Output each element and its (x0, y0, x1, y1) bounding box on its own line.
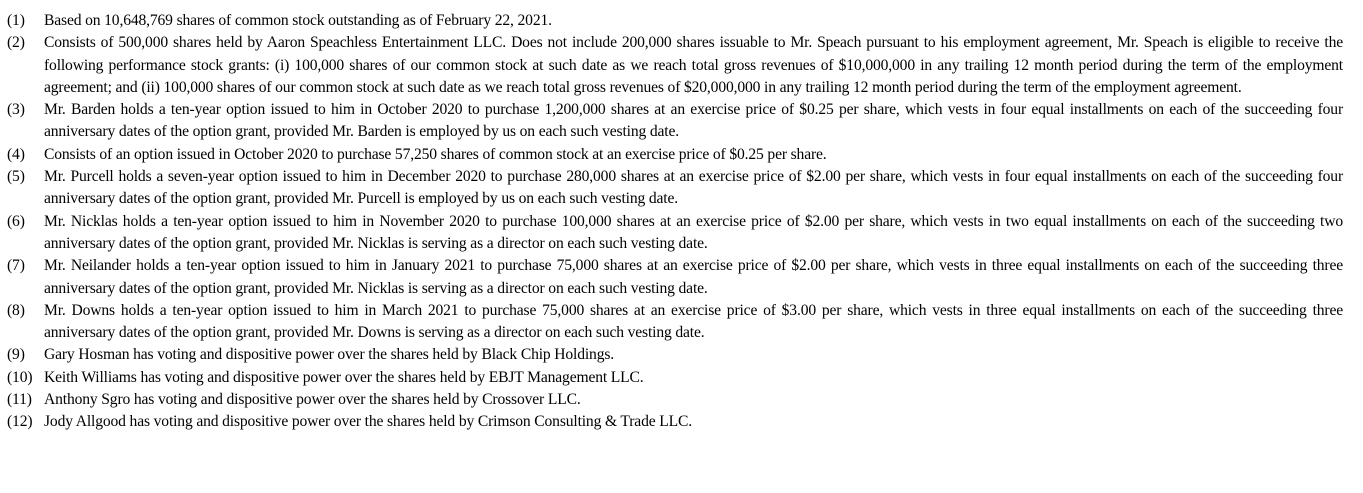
footnote-12 (7, 411, 1343, 433)
footnote-number: (6) (7, 212, 25, 230)
footnote-text: Mr. Downs holds a ten-year option issued to him in March 2021 to purchase 75,000 shares at an exercise price of $3.00 per share, which vests in three equal installments on each of the succeeding three anniversary dates of the option grant, provided Mr. Downs is serving as a director on each such vesting date. (44, 301, 1343, 342)
footnote-text: Gary Hosman has voting and dispositive power over the shares held by Black Chip Holdings. (44, 346, 615, 364)
footnote-text: Based on 10,648,769 shares of common stock outstanding as of February 22, 2021. (44, 12, 552, 29)
footnote-number: (3) (7, 101, 25, 119)
footnote-text: Jody Allgood has voting and dispositive power over the shares held by Crimson Consulting & Trade LLC. (44, 413, 692, 431)
footnote-number: (10) (7, 368, 33, 386)
footnote-5 (7, 166, 1343, 211)
footnote-10 (7, 367, 1343, 389)
footnote-number: (9) (7, 346, 25, 364)
footnote-number: (11) (7, 391, 32, 409)
footnote-number: (2) (7, 34, 25, 52)
footnote-number: (5) (7, 168, 25, 186)
footnote-number: (4) (7, 145, 25, 163)
footnote-6 (7, 211, 1343, 256)
footnote-number: (7) (7, 257, 25, 275)
footnote-3 (7, 99, 1343, 144)
footnote-text: Consists of 500,000 shares held by Aaron Speachless Entertainment LLC. Does not include 200,000 shares issuable to Mr. Speach pursuant to his employment agreement, Mr. Speach is eligible to receive the following performance stock grants: (i) 100,000 shares of our common stock at such date as we reach total gross revenues of $10,000,000 in any trailing 12 month period during the term of the employment agreement; and (ii) 100,000 shares of our common stock at such date as we reach total gross revenues of $20,000,000 in any trailing 12 month period during the term of the employment agreement. (44, 34, 1343, 96)
footnote-2 (7, 32, 1343, 99)
footnote-7 (7, 255, 1343, 300)
footnote-number: (12) (7, 413, 33, 431)
footnote-9 (7, 344, 1343, 366)
footnotes-list (7, 10, 1343, 434)
footnote-number: (8) (7, 301, 25, 319)
footnote-8 (7, 300, 1343, 345)
footnote-text: Consists of an option issued in October 2020 to purchase 57,250 shares of common stock at an exercise price of $0.25 per share. (44, 145, 827, 163)
footnote-text: Mr. Nicklas holds a ten-year option issued to him in November 2020 to purchase 100,000 shares at an exercise price of $2.00 per share, which vests in two equal installments on each of the succeeding two anniversary dates of the option grant, provided Mr. Nicklas is serving as a director on each such vesting date. (44, 212, 1343, 252)
footnote-1 (7, 10, 1343, 32)
footnote-text: Mr. Barden holds a ten-year option issued to him in October 2020 to purchase 1,200,000 shares at an exercise price of $0.25 per share, which vests in four equal installments on each of the succeeding four anniversary dates of the option grant, provided Mr. Barden is employed by us on each such vesting date. (44, 101, 1343, 141)
footnote-text: Keith Williams has voting and dispositive power over the shares held by EBJT Management LLC. (44, 368, 644, 386)
footnote-text: Mr. Neilander holds a ten-year option issued to him in January 2021 to purchase 75,000 shares at an exercise price of $2.00 per share, which vests in three equal installments on each of the succeeding three anniversary dates of the option grant, provided Mr. Nicklas is serving as a director on each such vesting date. (44, 257, 1343, 297)
footnote-text: Mr. Purcell holds a seven-year option issued to him in December 2020 to purchase 280,000 shares at an exercise price of $2.00 per share, which vests in four equal installments on each of the succeeding four anniversary dates of the option grant, provided Mr. Purcell is employed by us on each such vesting date. (44, 168, 1343, 208)
footnote-text: Anthony Sgro has voting and dispositive power over the shares held by Crossover LLC. (44, 391, 581, 409)
footnote-4 (7, 144, 1343, 166)
footnote-11 (7, 389, 1343, 411)
footnote-number: (1) (7, 12, 25, 29)
